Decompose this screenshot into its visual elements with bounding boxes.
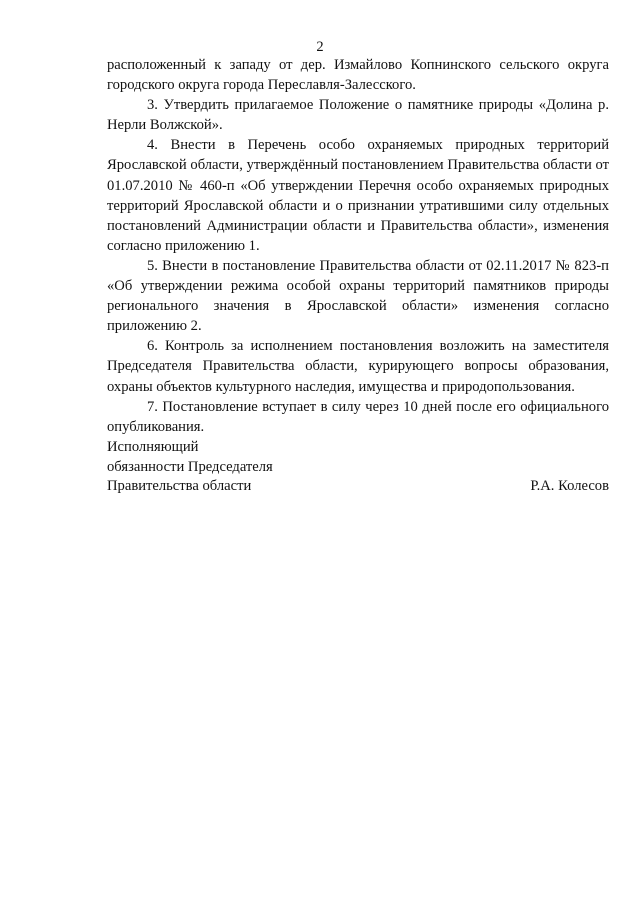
paragraph-item-7: 7. Постановление вступает в силу через 10 дней после его официального опубликования. [107, 398, 609, 435]
signature-title-line-3: Правительства области [107, 478, 252, 494]
paragraph-item-4: 4. Внести в Перечень особо охраняемых природных территорий Ярославской области, утверждённый постановлением Правительства области от 01.07.2010 № 460-п «Об утверждении Перечня особо охраняемых природных территорий Ярославской области и о признании утратившими силу отдельных постановлений Администрации области и Правительства области», изменения согласно приложению 1. [107, 137, 609, 254]
signature-row [107, 477, 609, 497]
document-body [107, 55, 609, 437]
signature-title-line-1: Исполняющий [107, 439, 199, 455]
paragraph-item-6: 6. Контроль за исполнением постановления возложить на заместителя Председателя Правительства области, курирующего вопросы образования, охраны объектов культурного наследия, имущества и природопользования. [107, 338, 609, 395]
page-number: 2 [316, 39, 324, 55]
signature-block [107, 438, 609, 497]
signatory-name: Р.А. Колесов [530, 478, 609, 494]
signature-title-line-2: обязанности Председателя [107, 458, 273, 475]
paragraph-item-5: 5. Внести в постановление Правительства области от 02.11.2017 № 823-п «Об утверждении режима особой охраны территорий памятников природы регионального значения в Ярославской области» изменения согласно приложению 2. [107, 257, 609, 335]
paragraph-item-3: 3. Утвердить прилагаемое Положение о памятнике природы «Долина р. Нерли Волжской». [107, 97, 609, 134]
paragraph-continuation: расположенный к западу от дер. Измайлово Копнинского сельского округа городского округа города Переславля-Залесского. [107, 57, 609, 94]
